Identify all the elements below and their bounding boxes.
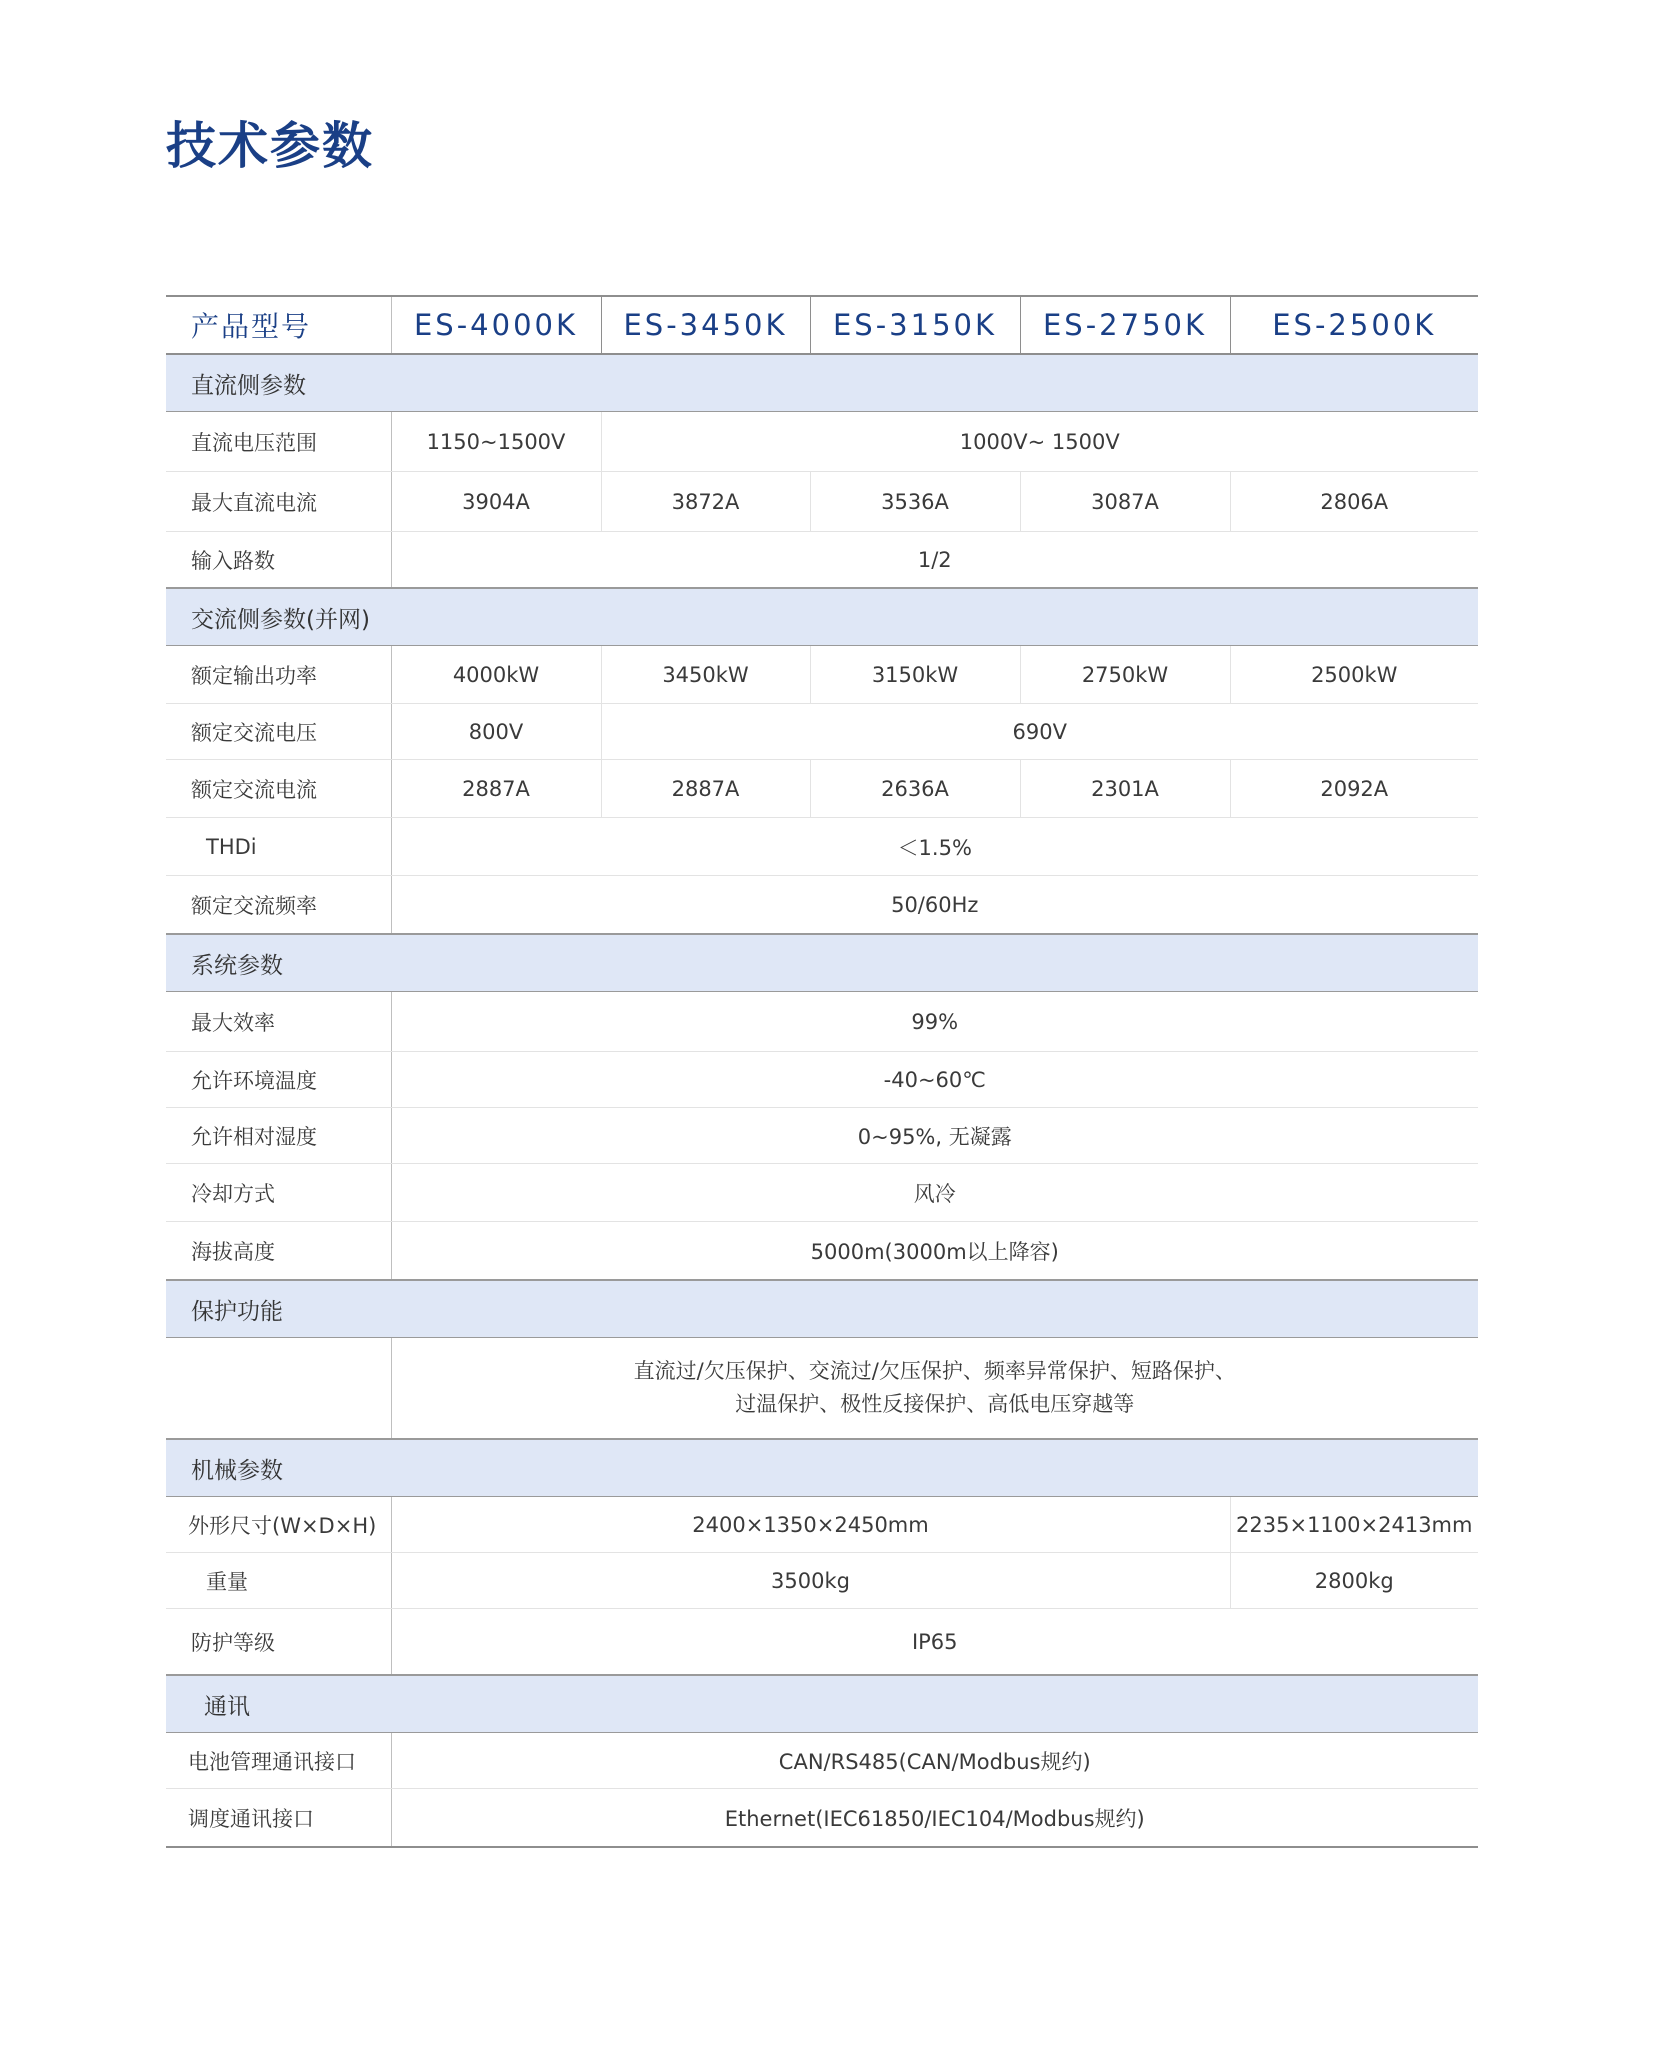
table-row bbox=[166, 646, 1478, 704]
section-system bbox=[166, 934, 1478, 992]
section-title: 交流侧参数(并网) bbox=[166, 588, 1478, 646]
model-es-4000k: ES-4000K bbox=[391, 296, 601, 354]
table-row bbox=[166, 1789, 1478, 1848]
protection-line-2: 过温保护、极性反接保护、高低电压穿越等 bbox=[735, 1392, 1135, 1416]
table-row bbox=[166, 1553, 1478, 1609]
section-protection bbox=[166, 1280, 1478, 1338]
row-label: 最大直流电流 bbox=[166, 472, 391, 532]
row-label: 允许相对湿度 bbox=[166, 1108, 391, 1164]
page-title: 技术参数 bbox=[166, 117, 374, 175]
cell-value: 2235×1100×2413mm bbox=[1230, 1497, 1478, 1553]
cell-value: 2800kg bbox=[1230, 1553, 1478, 1609]
table-row bbox=[166, 1108, 1478, 1164]
section-title: 系统参数 bbox=[166, 934, 1478, 992]
row-label bbox=[166, 1338, 391, 1440]
table-row bbox=[166, 1733, 1478, 1789]
cell-value: Ethernet(IEC61850/IEC104/Modbus规约) bbox=[391, 1789, 1478, 1848]
row-label: 海拔高度 bbox=[166, 1222, 391, 1281]
cell-value: 3150kW bbox=[810, 646, 1020, 704]
cell-value: 4000kW bbox=[391, 646, 601, 704]
section-title: 直流侧参数 bbox=[166, 354, 1478, 412]
table-row bbox=[166, 1222, 1478, 1281]
cell-value: 2750kW bbox=[1020, 646, 1230, 704]
table-row bbox=[166, 1338, 1478, 1440]
cell-value: 3904A bbox=[391, 472, 601, 532]
spec-table bbox=[166, 295, 1478, 1848]
section-dc bbox=[166, 354, 1478, 412]
cell-value: 风冷 bbox=[391, 1164, 1478, 1222]
row-label: 直流电压范围 bbox=[166, 412, 391, 472]
cell-value: 2092A bbox=[1230, 760, 1478, 818]
cell-value: 1150~1500V bbox=[391, 412, 601, 472]
cell-value: 2301A bbox=[1020, 760, 1230, 818]
cell-value: IP65 bbox=[391, 1609, 1478, 1676]
model-es-2750k: ES-2750K bbox=[1020, 296, 1230, 354]
row-label: 额定交流频率 bbox=[166, 876, 391, 935]
row-label: 冷却方式 bbox=[166, 1164, 391, 1222]
cell-value: 2887A bbox=[391, 760, 601, 818]
cell-value: 3536A bbox=[810, 472, 1020, 532]
row-label: 额定输出功率 bbox=[166, 646, 391, 704]
cell-value: 3450kW bbox=[601, 646, 810, 704]
cell-value: 0~95%, 无凝露 bbox=[391, 1108, 1478, 1164]
protection-cell bbox=[391, 1338, 1478, 1440]
row-label: 外形尺寸(W×D×H) bbox=[166, 1497, 391, 1553]
cell-value: 1/2 bbox=[391, 532, 1478, 589]
row-label: 额定交流电压 bbox=[166, 704, 391, 760]
cell-value: 3872A bbox=[601, 472, 810, 532]
protection-line-1: 直流过/欠压保护、交流过/欠压保护、频率异常保护、短路保护、 bbox=[633, 1359, 1236, 1383]
row-label: 额定交流电流 bbox=[166, 760, 391, 818]
cell-value: 2887A bbox=[601, 760, 810, 818]
table-row bbox=[166, 1497, 1478, 1553]
row-label: 允许环境温度 bbox=[166, 1052, 391, 1108]
table-header-row bbox=[166, 296, 1478, 354]
model-es-2500k: ES-2500K bbox=[1230, 296, 1478, 354]
row-label: 防护等级 bbox=[166, 1609, 391, 1676]
row-label: 调度通讯接口 bbox=[166, 1789, 391, 1848]
section-title: 保护功能 bbox=[166, 1280, 1478, 1338]
table-row bbox=[166, 704, 1478, 760]
row-label: 最大效率 bbox=[166, 992, 391, 1052]
section-ac bbox=[166, 588, 1478, 646]
table-row bbox=[166, 412, 1478, 472]
cell-value: 50/60Hz bbox=[391, 876, 1478, 935]
table-row bbox=[166, 1052, 1478, 1108]
row-label: THDi bbox=[166, 818, 391, 876]
header-label: 产品型号 bbox=[166, 296, 391, 354]
table-row bbox=[166, 876, 1478, 935]
table-row bbox=[166, 1609, 1478, 1676]
cell-value: CAN/RS485(CAN/Modbus规约) bbox=[391, 1733, 1478, 1789]
model-es-3450k: ES-3450K bbox=[601, 296, 810, 354]
cell-value: 3500kg bbox=[391, 1553, 1230, 1609]
row-label: 重量 bbox=[166, 1553, 391, 1609]
cell-value: 2636A bbox=[810, 760, 1020, 818]
cell-value: 99% bbox=[391, 992, 1478, 1052]
row-label: 电池管理通讯接口 bbox=[166, 1733, 391, 1789]
cell-value: 2500kW bbox=[1230, 646, 1478, 704]
cell-value: 1000V~ 1500V bbox=[601, 412, 1478, 472]
table-row bbox=[166, 760, 1478, 818]
row-label: 输入路数 bbox=[166, 532, 391, 589]
cell-value: 2806A bbox=[1230, 472, 1478, 532]
section-mechanical bbox=[166, 1439, 1478, 1497]
table-row bbox=[166, 818, 1478, 876]
table-row bbox=[166, 992, 1478, 1052]
cell-value: 800V bbox=[391, 704, 601, 760]
cell-value: 3087A bbox=[1020, 472, 1230, 532]
model-es-3150k: ES-3150K bbox=[810, 296, 1020, 354]
cell-value: -40~60℃ bbox=[391, 1052, 1478, 1108]
section-comm bbox=[166, 1675, 1478, 1733]
table-row bbox=[166, 472, 1478, 532]
table-row bbox=[166, 1164, 1478, 1222]
cell-value: ＜1.5% bbox=[391, 818, 1478, 876]
section-title: 机械参数 bbox=[166, 1439, 1478, 1497]
cell-value: 5000m(3000m以上降容) bbox=[391, 1222, 1478, 1281]
cell-value: 2400×1350×2450mm bbox=[391, 1497, 1230, 1553]
cell-value: 690V bbox=[601, 704, 1478, 760]
section-title: 通讯 bbox=[166, 1675, 1478, 1733]
table-row bbox=[166, 532, 1478, 589]
